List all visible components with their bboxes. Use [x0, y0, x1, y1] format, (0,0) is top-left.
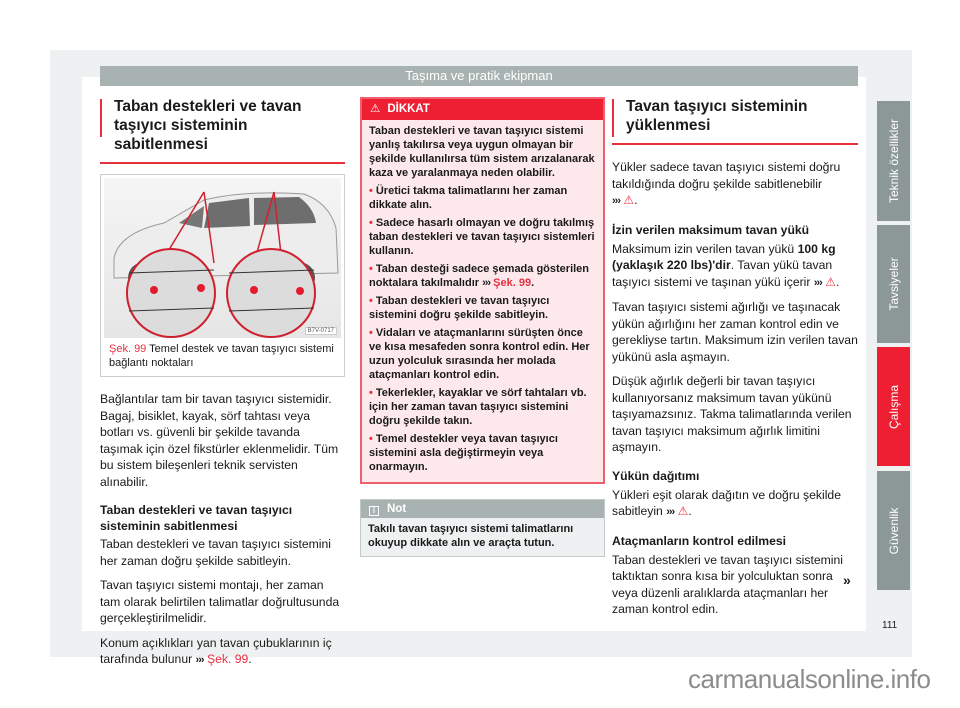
warning-header: [362, 99, 603, 120]
car-side-icon: [104, 178, 341, 338]
paragraph: [612, 487, 858, 521]
side-tab-teknik-ozellikler[interactable]: [877, 101, 910, 221]
cross-ref-arrows: ›››: [482, 277, 491, 289]
note-body: Takılı tavan taşıyıcı sistemi talimatlarını okuyup dikkate alın ve araçta tutun.: [368, 523, 574, 549]
warning-box: [360, 97, 605, 484]
figure-link[interactable]: Şek. 99: [493, 277, 532, 289]
paragraph-text: Konum açıklıkları yan tavan çubuklarının iç tarafında bulunur: [100, 635, 332, 666]
warning-bullet: [369, 294, 596, 322]
warning-body: [362, 120, 603, 482]
figure-99: [100, 174, 345, 377]
right-column: [612, 97, 858, 618]
period: .: [248, 652, 252, 666]
side-tab-calisma[interactable]: [877, 347, 910, 466]
bullet-text: Taban destekleri ve tavan taşıyıcı sistemini doğru şekilde sabitleyin.: [369, 295, 550, 321]
subheading-fastening: Taban destekleri ve tavan taşıyıcı sisteminin sabitlenmesi: [100, 503, 293, 533]
warning-title: DİKKAT: [387, 103, 430, 115]
warning-bullet: [369, 262, 596, 290]
bullet-icon: •: [369, 387, 373, 399]
info-icon: i: [369, 506, 379, 516]
cross-ref-arrows: ›››: [612, 195, 620, 207]
bullet-text: Sadece hasarlı olmayan ve doğru takılmış taban destekleri ve tavan taşıyıcı sistemleri kullanın.: [369, 217, 595, 257]
paragraph: [100, 635, 345, 669]
intro-paragraph: Bağlantılar tam bir tavan taşıyıcı sistemidir. Bagaj, bisiklet, kayak, sörf tahtası veya botları vs. güvenli bir şekilde tavanda taşımak için özel fikstürler eklenmelidir. Tüm bu sistem bileşenleri teknik servisten alınabilir.: [100, 392, 339, 489]
figure-ref: Şek. 99: [109, 343, 147, 355]
subheading-max-roof-load: İzin verilen maksimum tavan yükü: [612, 222, 810, 237]
middle-column: [360, 97, 605, 557]
car-roof-illustration: [104, 178, 341, 338]
watermark: carmanualsonline.info: [688, 664, 931, 694]
paragraph: [612, 159, 858, 210]
warning-triangle-icon[interactable]: ⚠: [623, 193, 635, 207]
paragraph-text: Yükler sadece tavan taşıyıcı sistemi doğru takıldığında doğru şekilde sabitlenebilir: [612, 160, 841, 191]
page-number: 111: [882, 620, 898, 631]
tab-label: Güvenlik: [886, 507, 901, 554]
side-tab-guvenlik[interactable]: [877, 471, 910, 590]
period: .: [634, 193, 638, 207]
bullet-text: Vidaları ve ataçmanlarını sürüşten önce ve kısa mesafeden sonra kontrol edin. Her uzun yolculuk sırasında her molada ataçmanları kontrol edin.: [369, 327, 590, 381]
paragraph-text: Maksimum izin verilen tavan yükü: [612, 241, 798, 256]
warning-bullet: [369, 216, 596, 258]
left-column: [100, 97, 345, 669]
period: .: [531, 277, 535, 289]
bullet-icon: •: [369, 217, 373, 229]
section-title: Tavan taşıyıcı sisteminin yüklenmesi: [626, 98, 808, 134]
period: .: [836, 274, 840, 289]
bullet-icon: •: [369, 263, 373, 275]
warning-triangle-icon: ⚠: [370, 103, 381, 115]
warning-bullet: [369, 326, 596, 382]
paragraph-text: Yükleri eşit olarak dağıtın ve doğru şekilde sabitleyin: [612, 487, 841, 518]
section-heading: [100, 97, 345, 164]
cross-ref-arrows: ›››: [195, 654, 204, 666]
bullet-icon: •: [369, 433, 373, 445]
tab-label: Tavsiyeler: [886, 257, 901, 311]
section-heading: [612, 97, 858, 145]
bullet-icon: •: [369, 295, 373, 307]
bullet-text: Üretici takma talimatlarını her zaman dikkate alın.: [369, 185, 568, 211]
max-load-value: 100 kg (yaklaşık 220 lbs)'dir: [612, 241, 836, 272]
chapter-header: Taşıma ve pratik ekipman: [100, 66, 858, 86]
continue-arrow-icon: »: [843, 572, 851, 588]
bullet-icon: •: [369, 185, 373, 197]
note-header: [361, 500, 604, 518]
paragraph: Tavan taşıyıcı sistemi ağırlığı ve taşınacak yükün ağırlığını her zaman kontrol edin ve gerekliyse tartın. Maksimum izin verilen tavan yükünü asla aşmayın.: [612, 300, 858, 364]
section-title: Taban destekleri ve tavan taşıyıcı sisteminin sabitlenmesi: [114, 98, 302, 153]
bullet-text: Tekerlekler, kayaklar ve sörf tahtaları vb. için her zaman tavan taşıyıcı sistemini doğru şekilde takın.: [369, 387, 587, 427]
cross-ref-arrows: ›››: [666, 506, 675, 518]
figure-caption-text: Temel destek ve tavan taşıyıcı sistemi bağlantı noktaları: [109, 343, 334, 369]
paragraph: Tavan taşıyıcı sistemi montajı, her zaman tam olarak belirtilen talimatlar doğrultusunda gerçekleştirilmelidir.: [100, 578, 340, 625]
bullet-text: Temel destekler veya tavan taşıyıcı sistemini asla değiştirmeyin veya onarmayın.: [369, 433, 558, 473]
period: .: [688, 504, 692, 518]
paragraph-text: . Tavan yükü tavan taşıyıcı sistemi ve taşınan yükü içerir: [612, 258, 833, 289]
bullet-icon: •: [369, 327, 373, 339]
figure-caption: [101, 338, 344, 376]
warning-intro: Taban destekleri ve tavan taşıyıcı sistemi yanlış takılırsa veya uygun olmayan bir şekilde kullanılırsa tüm sistem arızalanarak kaza ve yaralanmaya neden olabilir.: [369, 125, 595, 179]
bullet-text: Taban desteği sadece şemada gösterilen noktalara takılmalıdır: [369, 263, 590, 289]
paragraph: Taban destekleri ve tavan taşıyıcı sistemini taktıktan sonra kısa bir yolculuktan sonra veya düzenli aralıklarda ataçmanları her zaman kontrol edin.: [612, 552, 843, 616]
figure-code: B7V-0717: [305, 327, 337, 335]
subheading-check-attachments: Ataçmanların kontrol edilmesi: [612, 533, 787, 548]
warning-triangle-icon[interactable]: ⚠: [677, 504, 689, 518]
note-title: Not: [387, 503, 407, 515]
tab-label: Teknik özellikler: [886, 118, 901, 204]
warning-bullet: [369, 432, 596, 474]
paragraph: Düşük ağırlık değerli bir tavan taşıyıcı kullanıyorsanız maksimum tavan yükünü taşıyamazsınız. Takma talimatlarında verilen tavan taşıyıcı maksimum ağırlık limitini aşmayın.: [612, 374, 852, 454]
side-tab-tavsiyeler[interactable]: [877, 225, 910, 343]
cross-ref-arrows: ›››: [813, 276, 822, 289]
figure-link[interactable]: Şek. 99: [206, 652, 249, 666]
paragraph: [612, 241, 858, 292]
tab-label: Çalışma: [886, 384, 901, 429]
paragraph: Taban destekleri ve tavan taşıyıcı sistemini her zaman doğru şekilde sabitleyin.: [100, 537, 331, 568]
subheading-load-distribution: Yükün dağıtımı: [612, 468, 700, 483]
warning-triangle-icon[interactable]: ⚠: [825, 274, 836, 289]
warning-bullet: [369, 386, 596, 428]
warning-bullet: [369, 184, 596, 212]
note-box: [360, 499, 605, 557]
